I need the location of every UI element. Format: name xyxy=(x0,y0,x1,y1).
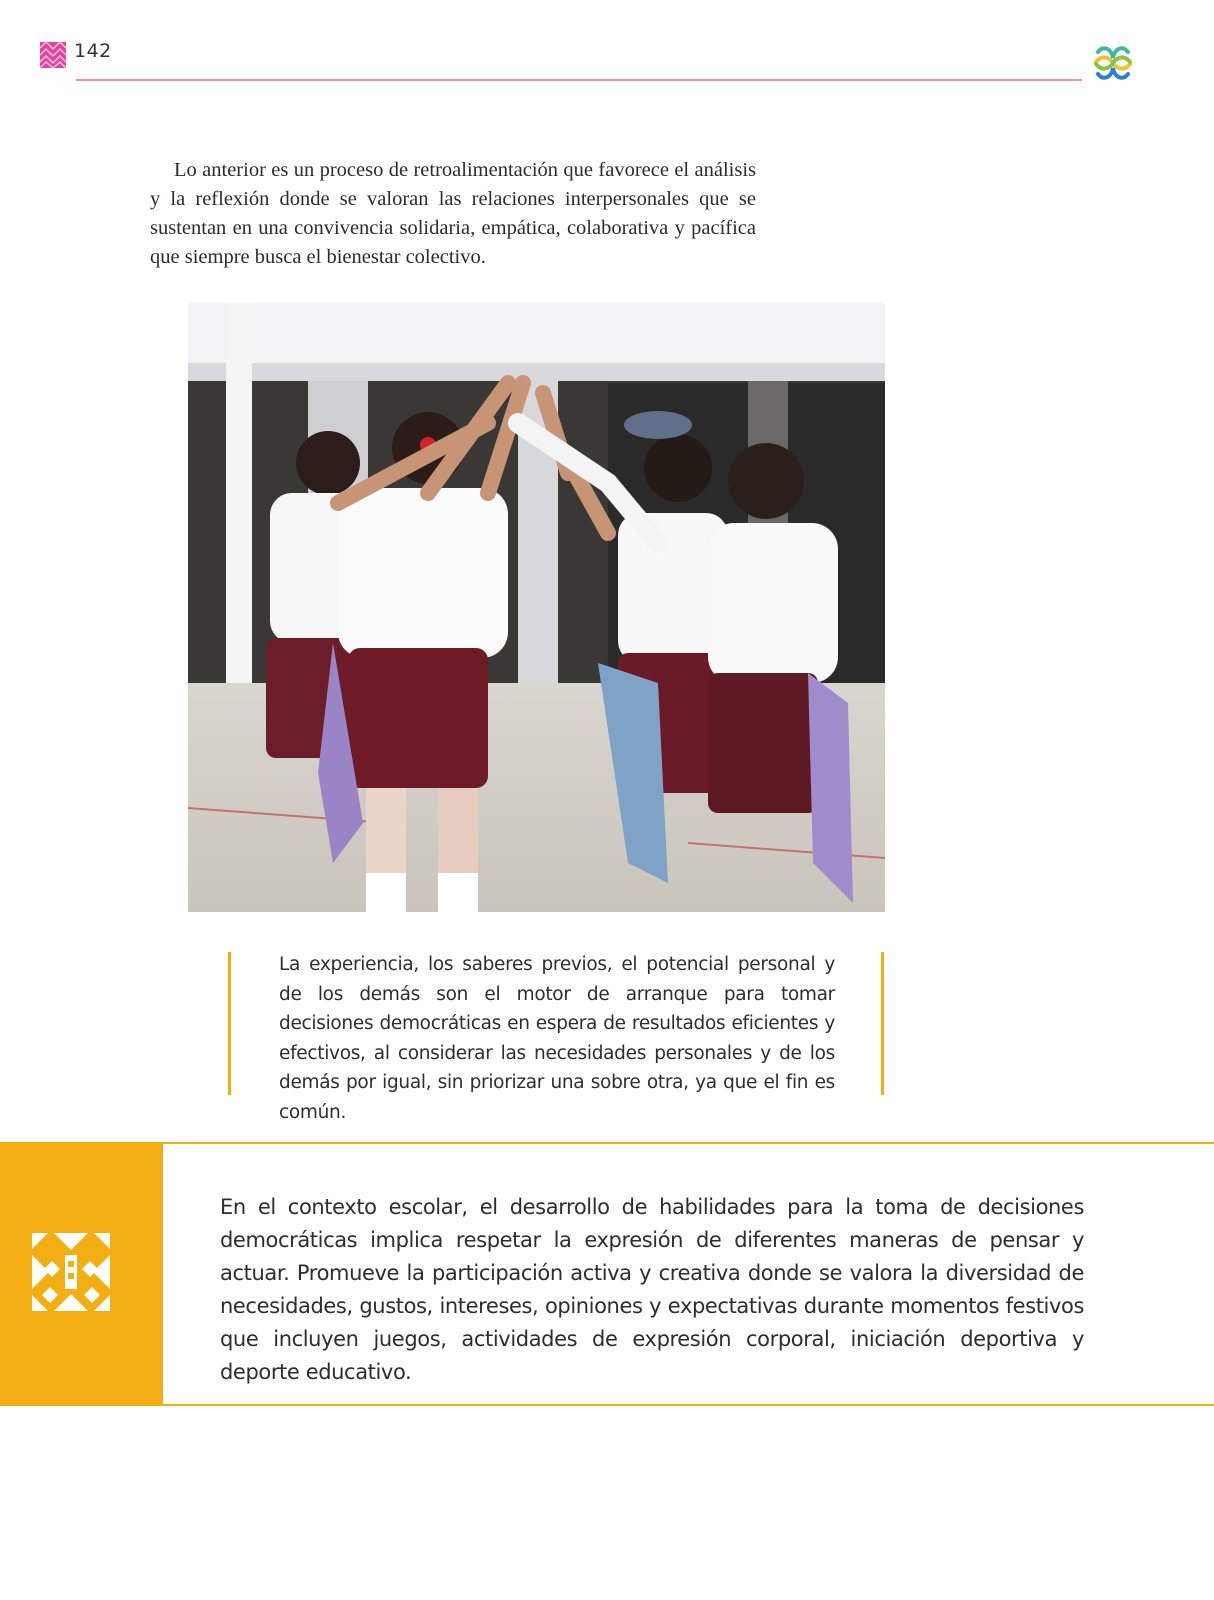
highlight-box-bottom-rule xyxy=(0,1404,1214,1406)
quote-bar-right xyxy=(881,952,884,1095)
photo-caption-quote: La experiencia, los saberes previos, el potencial personal y de los demás son el motor de arranque para tomar decisiones democráticas en espera de resultados eficientes y efectivos, al considerar las necesidades personales y de los demás por igual, sin priorizar una sobre otra, ya que el fin es común. xyxy=(279,954,835,1123)
highlight-box-text: En el contexto escolar, el desarrollo de habilidades para la toma de decisiones democráticas implica respetar la expresión de diferentes maneras de pensar y actuar. Promueve la participación activa y creativa donde se valora la diversidad de necesidades, gustos, intereses, opiniones y expectativas durante momentos festivos que incluyen juegos, actividades de expresión corporal, iniciación deportiva y deporte educativo. xyxy=(220,1195,1084,1384)
colorful-knot-logo-icon xyxy=(1090,40,1136,86)
quote-bar-left xyxy=(228,952,231,1095)
woven-pattern-icon xyxy=(32,1233,110,1311)
pink-woven-pattern-icon xyxy=(40,42,66,68)
page-number: 142 xyxy=(74,40,112,62)
students-high-five-photo xyxy=(188,303,885,912)
intro-paragraph: Lo anterior es un proceso de retroalimentación que favorece el análisis y la reflexión donde se valoran las relaciones interpersonales que se sustentan en una convivencia solidaria, empática, colaborativa y pacífica que siempre busca el bienestar colectivo. xyxy=(150,159,756,268)
highlight-box-top-rule xyxy=(0,1142,1214,1144)
header-divider xyxy=(76,79,1082,81)
